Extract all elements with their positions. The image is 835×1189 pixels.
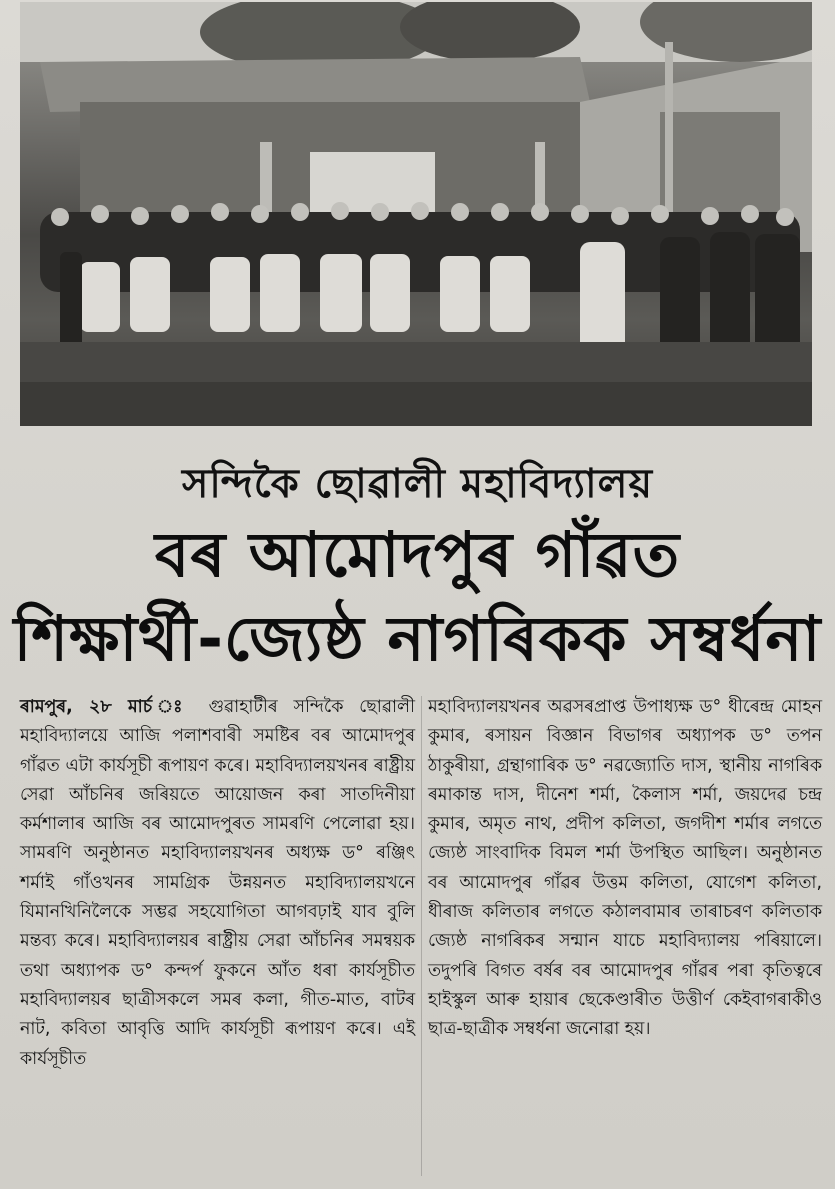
article-column-right bbox=[428, 693, 822, 1045]
headline-line-1: বৰ আমোদপুৰ গাঁৱত bbox=[154, 518, 681, 591]
kicker: সন্দিকৈ ছোৱালী মহাবিদ্যালয় bbox=[181, 461, 654, 507]
body-text-right: মহাবিদ্যালয়খনৰ অৱসৰপ্ৰাপ্ত উপাধ্যক্ষ ড° ধীৰেন্দ্ৰ মোহন কুমাৰ, ৰসায়ন বিজ্ঞান বিভাগৰ অধ্যাপক ড° তপন ঠাকুৰীয়া, গ্ৰন্থাগাৰিক ড° নৱজ্যোতি দাস, স্থানীয় নাগৰিক ৰমাকান্ত দাস, দীনেশ শৰ্মা, কৈলাস শৰ্মা, জয়দেৱ চন্দ্ৰ কুমাৰ, অমৃত নাথ, প্ৰদীপ কলিতা, জগদীশ শৰ্মাৰ লগতে জ্যেষ্ঠ সাংবাদিক বিমল শৰ্মা উপস্থিত আছিল। অনুষ্ঠানত বৰ আমোদপুৰ গাঁৱৰ উত্তম কলিতা, যোগেশ কলিতা, ধীৰাজ কলিতাৰ লগতে কঠালবামাৰ তাৰাচৰণ কলিতাক জ্যেষ্ঠ নাগৰিকৰ সন্মান যাচে মহাবিদ্যালয় পৰিয়ালে। তদুপৰি বিগত বৰ্ষৰ বৰ আমোদপুৰ গাঁৱৰ পৰা কৃতিত্বৰে হাইস্কুল আৰু হায়াৰ ছেকেণ্ডাৰীত উত্তীৰ্ণ কেইবাগৰাকীও ছাত্ৰ-ছাত্ৰীক সম্বৰ্ধনা জনোৱা হয়। bbox=[428, 697, 822, 1040]
article-column-left bbox=[20, 693, 415, 1074]
dateline: ৰামপুৰ, ২৮ মাৰ্চ ঃ bbox=[20, 697, 193, 717]
headline-line-2: শিক্ষাৰ্থী-জ্যেষ্ঠ নাগৰিকক সম্বৰ্ধনা bbox=[13, 602, 822, 675]
body-text-left: গুৱাহাটীৰ সন্দিকৈ ছোৱালী মহাবিদ্যালয়ে আজি পলাশবাৰী সমষ্টিৰ বৰ আমোদপুৰ গাঁৱত এটা কাৰ্যসূচী ৰূপায়ণ কৰে। মহাবিদ্যালয়খনৰ ৰাষ্ট্ৰীয় সেৱা আঁচনিৰ জৰিয়তে আয়োজন কৰা সাতদিনীয়া কৰ্মশালাৰ আজি বৰ আমোদপুৰত সামৰণি পেলোৱা হয়। সামৰণি অনুষ্ঠানত মহাবিদ্যালয়খনৰ অধ্যক্ষ ড° ৰঞ্জিৎ শৰ্মাই গাঁওখনৰ সামগ্ৰিক উন্নয়নত মহাবিদ্যালয়খনে যিমানখিনিলৈকে সম্ভৱ সহযোগিতা আগবঢ়াই যাব বুলি মন্তব্য কৰে। মহাবিদ্যালয়ৰ ৰাষ্ট্ৰীয় সেৱা আঁচনিৰ সমন্বয়ক তথা অধ্যাপক ড° কন্দৰ্প ফুকনে আঁত ধৰা কাৰ্যসূচীত মহাবিদ্যালয়ৰ ছাত্ৰীসকলে সমৰ কলা, গীত-মাত, বাটৰ নাট, কবিতা আবৃত্তি আদি কাৰ্যসূচী ৰূপায়ণ কৰে। এই কাৰ্যসূচীত bbox=[20, 697, 415, 1069]
column-divider bbox=[421, 696, 422, 1176]
group-photo bbox=[20, 2, 812, 426]
